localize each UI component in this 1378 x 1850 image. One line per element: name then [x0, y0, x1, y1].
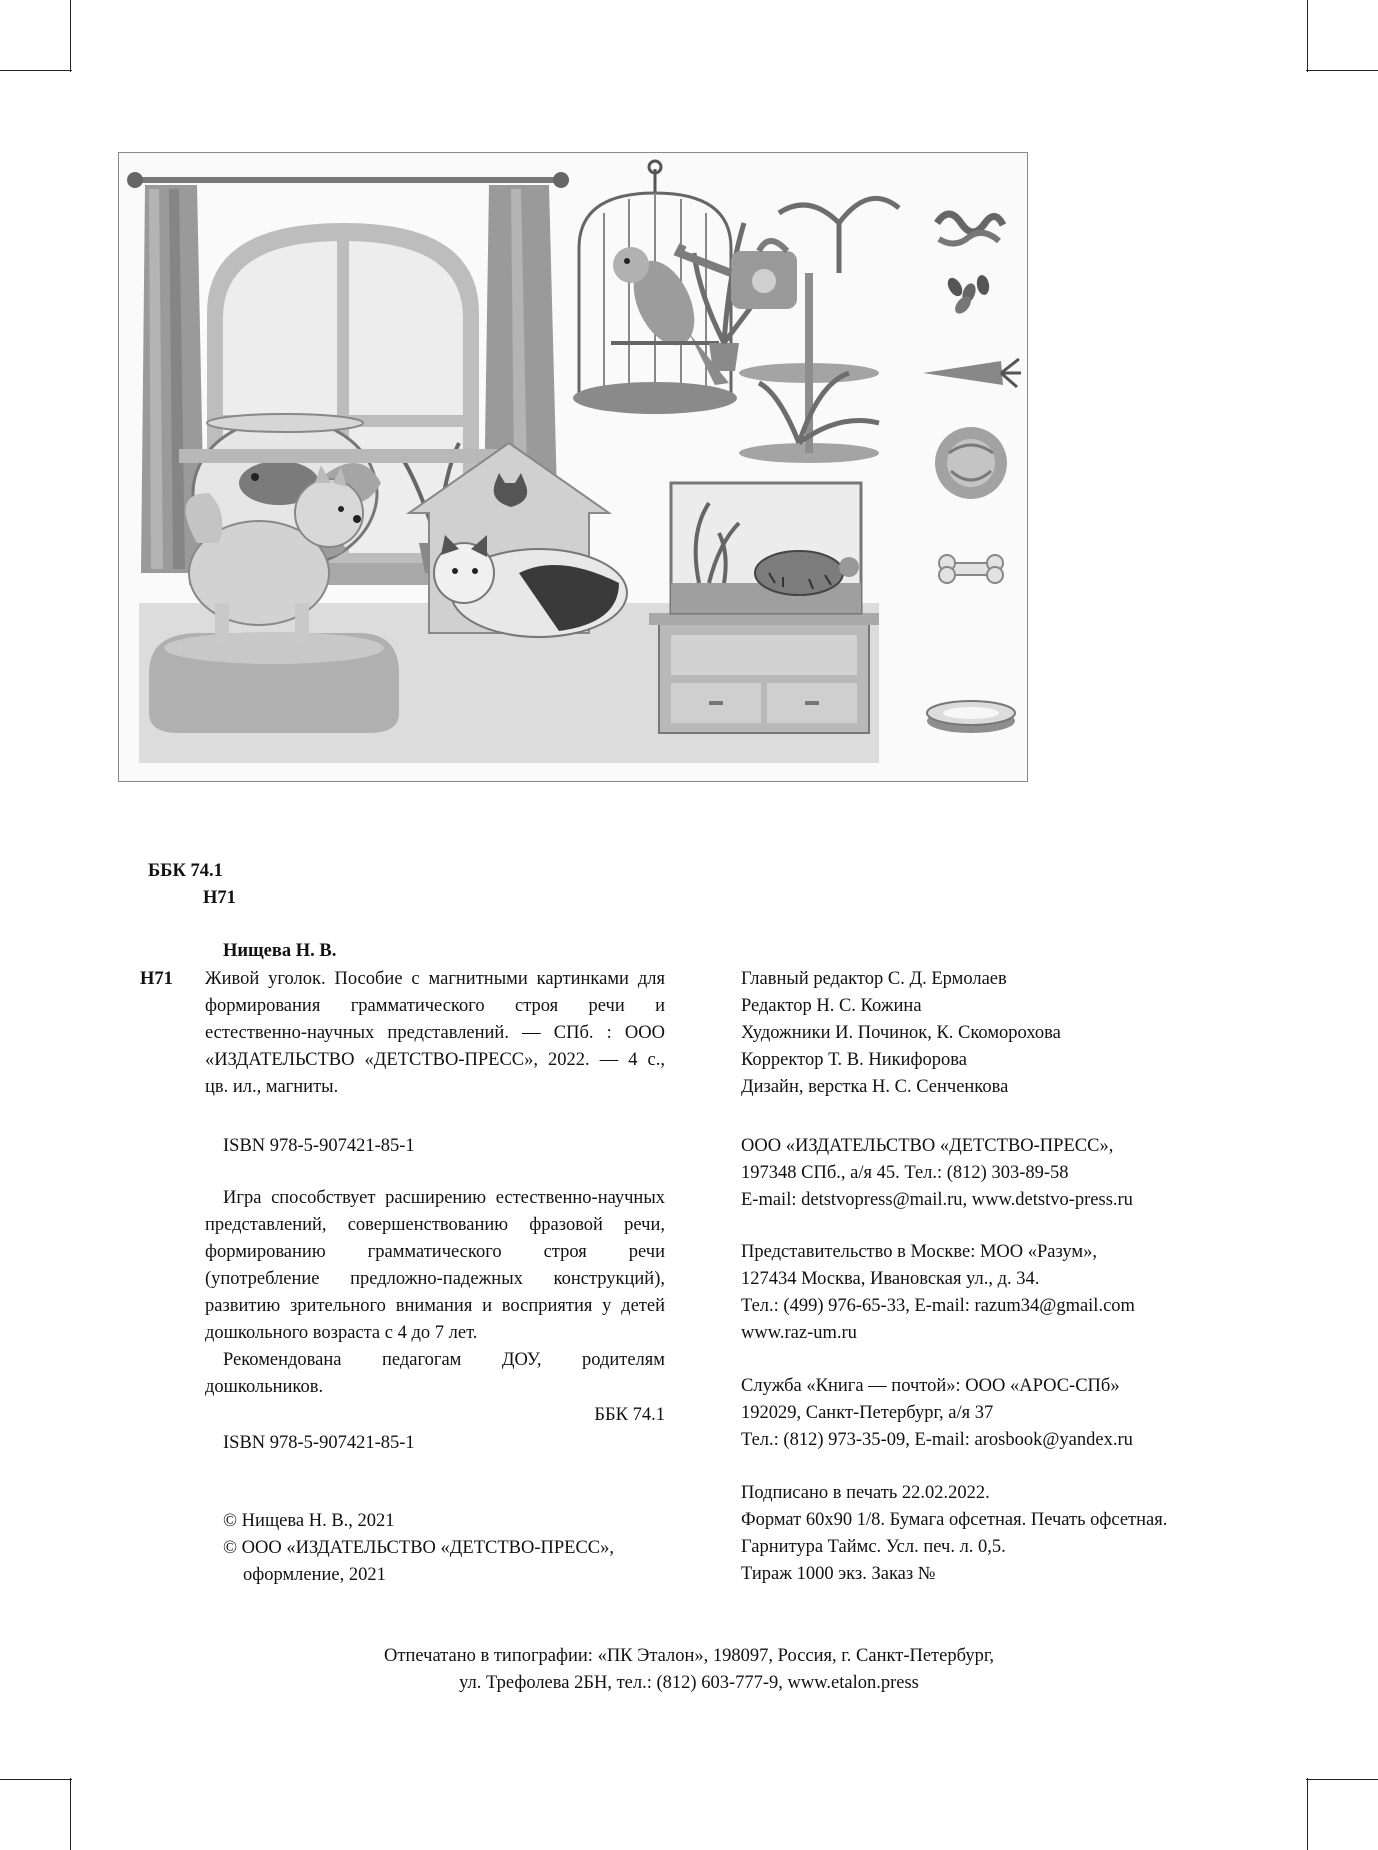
moscow-office-line: www.raz-um.ru [741, 1323, 857, 1343]
crop-mark [0, 70, 72, 71]
cabinet [649, 613, 879, 733]
print-info-line: Подписано в печать 22.02.2022. [741, 1483, 990, 1503]
credits-block [741, 966, 1061, 1101]
author-mark: Н71 [203, 888, 236, 908]
record-author-mark: Н71 [140, 969, 173, 989]
crop-mark [70, 1778, 71, 1850]
aquarium [671, 483, 861, 613]
moscow-office-line: Тел.: (499) 976-65-33, E-mail: razum34@gmail.com [741, 1296, 1135, 1316]
publisher-line: E-mail: detstvopress@mail.ru, www.detstvo-press.ru [741, 1190, 1133, 1210]
credit-line: Главный редактор С. Д. Ермолаев [741, 969, 1007, 989]
moscow-office-block [741, 1239, 1135, 1347]
dog-bed [149, 632, 399, 733]
mail-service-line: Тел.: (812) 973-35-09, E-mail: arosbook@yandex.ru [741, 1430, 1133, 1450]
mail-service-block [741, 1373, 1133, 1454]
book-description: Живой уголок. Пособие с магнитными картинками для формирования грамматического строя речи и естественно-научных представлений. — СПб. : ООО «ИЗДАТЕЛЬСТВО «ДЕТСТВО-ПРЕСС», 2022. — 4 с., цв. ил., магниты. [205, 969, 665, 1097]
bbk-right: ББК 74.1 [594, 1405, 665, 1425]
crop-mark [70, 0, 71, 72]
crop-mark [1307, 0, 1308, 72]
isbn-bottom: ISBN 978-5-907421-85-1 [223, 1433, 415, 1453]
print-info-block [741, 1480, 1167, 1588]
publisher-line: 197348 СПб., а/я 45. Тел.: (812) 303-89-58 [741, 1163, 1069, 1183]
print-info-line: Гарнитура Таймс. Усл. печ. л. 0,5. [741, 1537, 1006, 1557]
isbn: ISBN 978-5-907421-85-1 [223, 1136, 415, 1156]
credit-line: Дизайн, верстка Н. С. Сенченкова [741, 1077, 1009, 1097]
copyright-line: © Нищева Н. В., 2021 [223, 1511, 395, 1531]
mail-service-line: Служба «Книга — почтой»: ООО «АРОС-СПб» [741, 1376, 1120, 1396]
crop-mark [0, 1779, 72, 1780]
recommendation: Рекомендована педагогам ДОУ, родителям дошкольников. [205, 1350, 665, 1397]
magnet-cabbage [935, 427, 1007, 499]
bbk-code: ББК 74.1 [148, 861, 223, 881]
credit-line: Художники И. Починок, К. Скоморохова [741, 1023, 1061, 1043]
printer-line: ул. Трефолева 2БН, тел.: (812) 603-777-9, www.etalon.press [459, 1673, 919, 1693]
copyright-line: © ООО «ИЗДАТЕЛЬСТВО «ДЕТСТВО-ПРЕСС», [223, 1538, 614, 1558]
print-info-line: Тираж 1000 экз. Заказ № [741, 1564, 936, 1584]
printer-block [139, 1643, 1239, 1697]
copyright-line: оформление, 2021 [243, 1565, 386, 1585]
copyright-block [205, 1508, 614, 1589]
publisher-block [741, 1133, 1133, 1214]
credit-line: Корректор Т. В. Никифорова [741, 1050, 967, 1070]
book-abstract: Игра способствует расширению естественно-научных представлений, совершенствованию фразовой речи, формированию грамматического строя речи (употребление предложно-падежных конструкций), развитию зрительного внимания и восприятия у детей дошкольного возраста с 4 до 7 лет. [205, 1188, 665, 1343]
moscow-office-line: Представительство в Москве: МОО «Разум», [741, 1242, 1098, 1262]
pet-corner-illustration [118, 152, 1028, 782]
publisher-line: ООО «ИЗДАТЕЛЬСТВО «ДЕТСТВО-ПРЕСС», [741, 1136, 1114, 1156]
printer-line: Отпечатано в типографии: «ПК Эталон», 198097, Россия, г. Санкт-Петербург, [384, 1646, 994, 1666]
mail-service-line: 192029, Санкт-Петербург, а/я 37 [741, 1403, 994, 1423]
magnet-milk-saucer [927, 701, 1015, 733]
print-info-line: Формат 60х90 1/8. Бумага офсетная. Печать офсетная. [741, 1510, 1168, 1530]
author-name: Нищева Н. В. [223, 941, 337, 961]
crop-mark [1306, 70, 1378, 71]
credit-line: Редактор Н. С. Кожина [741, 996, 922, 1016]
moscow-office-line: 127434 Москва, Ивановская ул., д. 34. [741, 1269, 1040, 1289]
crop-mark [1307, 1778, 1308, 1850]
crop-mark [1306, 1779, 1378, 1780]
